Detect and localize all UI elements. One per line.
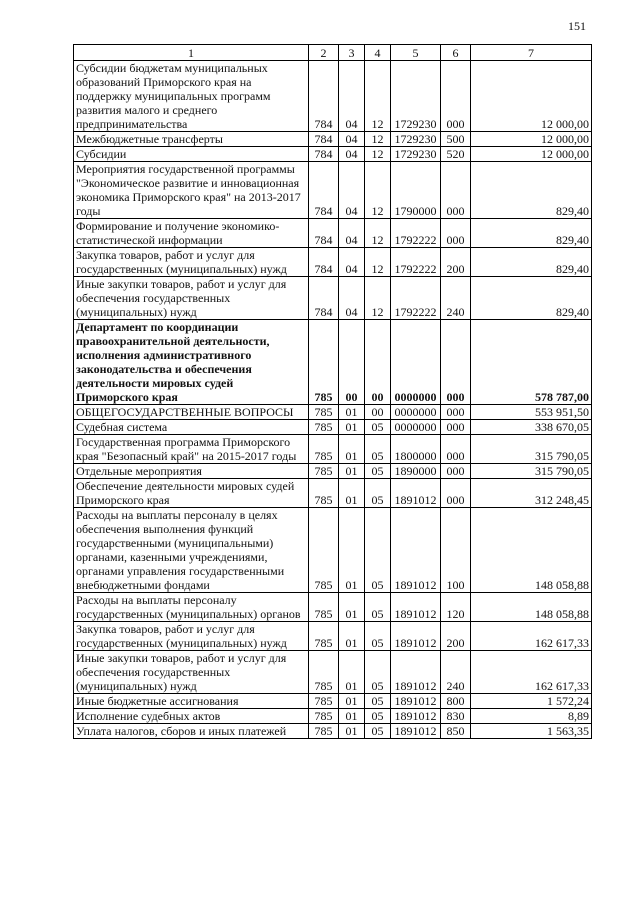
row-expense-type: 000 <box>441 405 471 420</box>
row-subsection-code: 00 <box>365 320 391 405</box>
row-amount: 312 248,45 <box>471 479 592 508</box>
header-cell: 5 <box>391 45 441 61</box>
table-row <box>74 162 592 219</box>
row-subsection-code: 05 <box>365 420 391 435</box>
header-row <box>74 45 592 61</box>
row-target-article: 1891012 <box>391 622 441 651</box>
row-expense-type: 000 <box>441 479 471 508</box>
row-ministry-code: 785 <box>309 593 339 622</box>
row-amount: 829,40 <box>471 219 592 248</box>
row-subsection-code: 05 <box>365 622 391 651</box>
table-row <box>74 622 592 651</box>
page-number: 151 <box>568 19 586 33</box>
table-row <box>74 61 592 132</box>
row-expense-type: 830 <box>441 709 471 724</box>
row-amount: 553 951,50 <box>471 405 592 420</box>
row-subsection-code: 12 <box>365 61 391 132</box>
row-ministry-code: 785 <box>309 724 339 739</box>
row-amount: 829,40 <box>471 248 592 277</box>
row-target-article: 1792222 <box>391 219 441 248</box>
row-section-code: 01 <box>339 694 365 709</box>
table-row <box>74 219 592 248</box>
row-expense-type: 000 <box>441 435 471 464</box>
row-description: Иные бюджетные ассигнования <box>74 694 309 709</box>
table-row <box>74 405 592 420</box>
row-section-code: 04 <box>339 219 365 248</box>
table-row <box>74 320 592 405</box>
row-ministry-code: 785 <box>309 420 339 435</box>
row-expense-type: 000 <box>441 420 471 435</box>
table-row <box>74 694 592 709</box>
row-section-code: 01 <box>339 593 365 622</box>
row-subsection-code: 12 <box>365 162 391 219</box>
row-section-code: 01 <box>339 651 365 694</box>
table-row <box>74 147 592 162</box>
row-description: Иные закупки товаров, работ и услуг для обеспечения государственных (муниципальных) нужд <box>74 651 309 694</box>
row-description: Исполнение судебных актов <box>74 709 309 724</box>
row-subsection-code: 05 <box>365 464 391 479</box>
row-target-article: 1891012 <box>391 709 441 724</box>
row-ministry-code: 784 <box>309 147 339 162</box>
row-description: Субсидии <box>74 147 309 162</box>
table-row <box>74 435 592 464</box>
row-amount: 12 000,00 <box>471 61 592 132</box>
row-ministry-code: 784 <box>309 277 339 320</box>
row-subsection-code: 05 <box>365 479 391 508</box>
row-expense-type: 850 <box>441 724 471 739</box>
row-expense-type: 000 <box>441 219 471 248</box>
row-section-code: 04 <box>339 132 365 147</box>
row-amount: 148 058,88 <box>471 508 592 593</box>
row-expense-type: 240 <box>441 651 471 694</box>
row-description: Закупка товаров, работ и услуг для государственных (муниципальных) нужд <box>74 622 309 651</box>
table-row <box>74 508 592 593</box>
row-target-article: 1891012 <box>391 724 441 739</box>
row-expense-type: 000 <box>441 162 471 219</box>
row-expense-type: 000 <box>441 320 471 405</box>
row-description: Расходы на выплаты персоналу в целях обеспечения выполнения функций государственными (муниципальными) органами, казенными учреждениями, органами управления государственными внебюджетными фондами <box>74 508 309 593</box>
row-ministry-code: 785 <box>309 694 339 709</box>
row-amount: 829,40 <box>471 277 592 320</box>
row-section-code: 01 <box>339 622 365 651</box>
table-row <box>74 420 592 435</box>
row-target-article: 1800000 <box>391 435 441 464</box>
row-target-article: 0000000 <box>391 320 441 405</box>
row-section-code: 01 <box>339 464 365 479</box>
row-subsection-code: 12 <box>365 219 391 248</box>
row-expense-type: 100 <box>441 508 471 593</box>
row-description: Уплата налогов, сборов и иных платежей <box>74 724 309 739</box>
budget-table <box>73 44 592 739</box>
row-target-article: 1890000 <box>391 464 441 479</box>
row-subsection-code: 12 <box>365 248 391 277</box>
row-description: Закупка товаров, работ и услуг для государственных (муниципальных) нужд <box>74 248 309 277</box>
row-subsection-code: 05 <box>365 724 391 739</box>
row-amount: 148 058,88 <box>471 593 592 622</box>
row-ministry-code: 785 <box>309 508 339 593</box>
table-row <box>74 464 592 479</box>
row-subsection-code: 05 <box>365 508 391 593</box>
row-amount: 162 617,33 <box>471 622 592 651</box>
row-expense-type: 800 <box>441 694 471 709</box>
row-target-article: 1729230 <box>391 132 441 147</box>
table-row <box>74 709 592 724</box>
row-amount: 8,89 <box>471 709 592 724</box>
row-section-code: 01 <box>339 479 365 508</box>
row-description: Судебная система <box>74 420 309 435</box>
row-target-article: 1729230 <box>391 61 441 132</box>
row-target-article: 1792222 <box>391 277 441 320</box>
row-target-article: 1891012 <box>391 508 441 593</box>
row-ministry-code: 785 <box>309 405 339 420</box>
row-expense-type: 200 <box>441 622 471 651</box>
row-subsection-code: 12 <box>365 277 391 320</box>
table-row <box>74 479 592 508</box>
row-amount: 162 617,33 <box>471 651 592 694</box>
header-cell: 1 <box>74 45 309 61</box>
table-row <box>74 277 592 320</box>
row-section-code: 01 <box>339 724 365 739</box>
row-target-article: 1891012 <box>391 651 441 694</box>
row-amount: 315 790,05 <box>471 435 592 464</box>
row-expense-type: 200 <box>441 248 471 277</box>
row-subsection-code: 12 <box>365 147 391 162</box>
row-description: Департамент по координации правоохранительной деятельности, исполнения административного законодательства и обеспечения деятельности мировых судей Приморского края <box>74 320 309 405</box>
row-section-code: 04 <box>339 61 365 132</box>
row-section-code: 01 <box>339 508 365 593</box>
row-section-code: 01 <box>339 420 365 435</box>
row-ministry-code: 785 <box>309 651 339 694</box>
row-amount: 1 572,24 <box>471 694 592 709</box>
header-cell: 3 <box>339 45 365 61</box>
table-row <box>74 132 592 147</box>
row-amount: 315 790,05 <box>471 464 592 479</box>
row-description: Отдельные мероприятия <box>74 464 309 479</box>
row-section-code: 01 <box>339 435 365 464</box>
header-cell: 2 <box>309 45 339 61</box>
row-expense-type: 000 <box>441 464 471 479</box>
table-row <box>74 248 592 277</box>
row-target-article: 1891012 <box>391 694 441 709</box>
row-target-article: 1792222 <box>391 248 441 277</box>
row-ministry-code: 785 <box>309 464 339 479</box>
row-section-code: 00 <box>339 320 365 405</box>
row-section-code: 04 <box>339 248 365 277</box>
table-row <box>74 651 592 694</box>
row-ministry-code: 784 <box>309 132 339 147</box>
row-ministry-code: 784 <box>309 248 339 277</box>
row-subsection-code: 05 <box>365 694 391 709</box>
row-target-article: 0000000 <box>391 405 441 420</box>
row-target-article: 1891012 <box>391 479 441 508</box>
row-description: Обеспечение деятельности мировых судей Приморского края <box>74 479 309 508</box>
row-ministry-code: 785 <box>309 320 339 405</box>
table-row <box>74 724 592 739</box>
row-ministry-code: 784 <box>309 219 339 248</box>
row-expense-type: 500 <box>441 132 471 147</box>
row-subsection-code: 00 <box>365 405 391 420</box>
header-cell: 7 <box>471 45 592 61</box>
row-expense-type: 120 <box>441 593 471 622</box>
row-description: Государственная программа Приморского края "Безопасный край" на 2015-2017 годы <box>74 435 309 464</box>
row-description: Формирование и получение экономико-статистической информации <box>74 219 309 248</box>
row-amount: 338 670,05 <box>471 420 592 435</box>
row-description: Межбюджетные трансферты <box>74 132 309 147</box>
row-expense-type: 000 <box>441 61 471 132</box>
row-amount: 829,40 <box>471 162 592 219</box>
row-section-code: 04 <box>339 147 365 162</box>
row-description: Мероприятия государственной программы "Экономическое развитие и инновационная экономика Приморского края" на 2013-2017 годы <box>74 162 309 219</box>
row-target-article: 1729230 <box>391 147 441 162</box>
row-amount: 1 563,35 <box>471 724 592 739</box>
row-description: Иные закупки товаров, работ и услуг для обеспечения государственных (муниципальных) нужд <box>74 277 309 320</box>
table-body <box>74 61 592 739</box>
row-ministry-code: 785 <box>309 479 339 508</box>
header-cell: 6 <box>441 45 471 61</box>
row-section-code: 01 <box>339 709 365 724</box>
row-subsection-code: 05 <box>365 593 391 622</box>
header-cell: 4 <box>365 45 391 61</box>
row-ministry-code: 784 <box>309 61 339 132</box>
row-target-article: 1891012 <box>391 593 441 622</box>
row-ministry-code: 785 <box>309 622 339 651</box>
row-subsection-code: 05 <box>365 709 391 724</box>
row-section-code: 01 <box>339 405 365 420</box>
row-target-article: 1790000 <box>391 162 441 219</box>
row-description: Субсидии бюджетам муниципальных образований Приморского края на поддержку муниципальных программ развития малого и среднего предпринимательства <box>74 61 309 132</box>
row-subsection-code: 05 <box>365 651 391 694</box>
row-description: ОБЩЕГОСУДАРСТВЕННЫЕ ВОПРОСЫ <box>74 405 309 420</box>
row-section-code: 04 <box>339 162 365 219</box>
row-ministry-code: 785 <box>309 435 339 464</box>
row-ministry-code: 784 <box>309 162 339 219</box>
row-amount: 12 000,00 <box>471 132 592 147</box>
row-amount: 12 000,00 <box>471 147 592 162</box>
row-expense-type: 520 <box>441 147 471 162</box>
row-subsection-code: 12 <box>365 132 391 147</box>
row-ministry-code: 785 <box>309 709 339 724</box>
row-expense-type: 240 <box>441 277 471 320</box>
table-row <box>74 593 592 622</box>
row-section-code: 04 <box>339 277 365 320</box>
row-amount: 578 787,00 <box>471 320 592 405</box>
row-subsection-code: 05 <box>365 435 391 464</box>
row-description: Расходы на выплаты персоналу государственных (муниципальных) органов <box>74 593 309 622</box>
row-target-article: 0000000 <box>391 420 441 435</box>
